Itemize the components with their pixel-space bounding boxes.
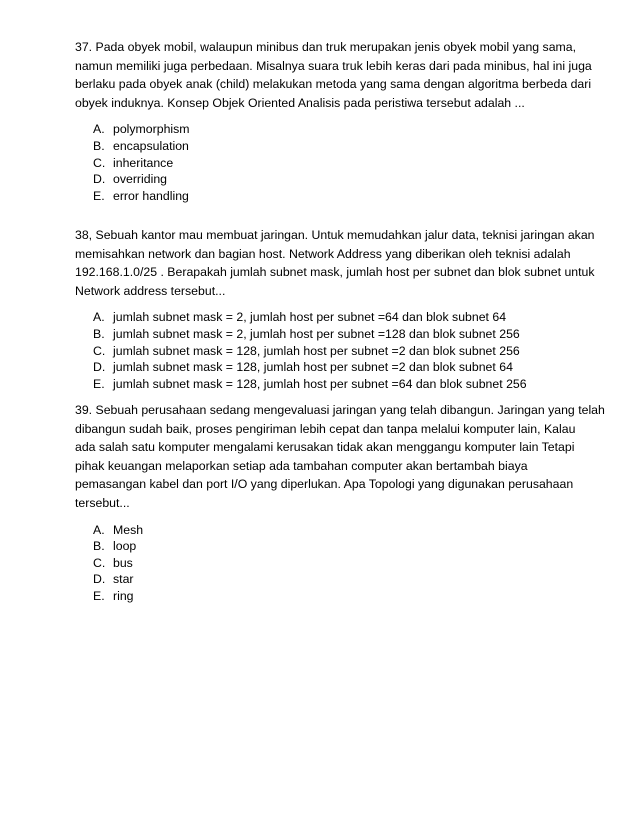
answer-options [75,121,575,204]
option-letter: A. [93,122,105,137]
option-text: ring [113,588,134,603]
option-b [75,326,575,343]
option-letter: D. [93,360,106,375]
question-line: dibangun sudah baik, proses pengiriman lebih cepat dan tanpa melalui komputer lain, Kalau [75,421,576,436]
question-line: memisahkan network dan bagian host. Network Address yang diberikan oleh teknisi adalah [75,246,571,261]
question-line: Network address tersebut... [75,283,226,298]
option-letter: B. [93,539,105,554]
option-letter: E. [93,588,105,603]
option-letter: D. [93,172,106,187]
option-c [75,555,575,572]
option-letter: A. [93,310,105,325]
option-text: jumlah subnet mask = 128, jumlah host per subnet =64 dan blok subnet 256 [113,376,527,391]
option-a [75,121,575,138]
option-letter: C. [93,555,106,570]
question-line: ada salah satu komputer mengalami kerusakan tidak akan menggangu komputer lain Tetapi [75,440,575,455]
question-line: pihak keuangan melaporkan setiap ada tambahan computer akan bertambah biaya [75,458,528,473]
option-letter: C. [93,155,106,170]
option-text: jumlah subnet mask = 2, jumlah host per subnet =128 dan blok subnet 256 [113,326,520,341]
option-e [75,188,575,205]
option-c [75,343,575,360]
question-38 [75,226,595,392]
option-text: inheritance [113,155,174,170]
option-letter: E. [93,376,105,391]
option-letter: A. [93,522,105,537]
answer-options [75,522,575,605]
option-e [75,588,575,605]
question-line: tersebut... [75,495,130,510]
option-text: jumlah subnet mask = 128, jumlah host per subnet =2 dan blok subnet 64 [113,360,513,375]
question-37 [75,38,592,204]
option-b [75,538,575,555]
option-text: Mesh [113,522,144,537]
option-text: loop [113,539,137,554]
option-d [75,571,575,588]
question-text [75,401,605,513]
option-text: jumlah subnet mask = 2, jumlah host per subnet =64 dan blok subnet 64 [113,310,507,325]
question-line: namun memiliki juga perbedaan. Misalnya suara truk lebih keras dari pada minibus, hal ini juga [75,58,592,73]
option-c [75,155,575,172]
question-line: 39. Sebuah perusahaan sedang mengevaluasi jaringan yang telah dibangun. Jaringan yang telah [75,403,605,417]
option-text: star [113,572,134,587]
question-line: obyek induknya. Konsep Objek Oriented Analisis pada peristiwa tersebut adalah ... [75,95,525,110]
option-text: error handling [113,188,189,203]
option-text: polymorphism [113,122,190,137]
option-a [75,522,575,539]
option-e [75,376,575,393]
question-39 [75,401,605,605]
option-letter: B. [93,138,105,153]
option-letter: E. [93,188,105,203]
option-b [75,138,575,155]
question-text [75,38,592,112]
option-letter: B. [93,326,105,341]
question-text [75,226,595,300]
question-line: 37. Pada obyek mobil, walaupun minibus dan truk merupakan jenis obyek mobil yang sama, [75,40,577,54]
option-text: jumlah subnet mask = 128, jumlah host per subnet =2 dan blok subnet 256 [113,343,520,358]
option-text: bus [113,555,133,570]
question-line: 38, Sebuah kantor mau membuat jaringan. Untuk memudahkan jalur data, teknisi jaringan akan [75,228,595,242]
option-text: encapsulation [113,138,189,153]
option-letter: C. [93,343,106,358]
option-text: overriding [113,172,167,187]
question-line: 192.168.1.0/25 . Berapakah jumlah subnet mask, jumlah host per subnet dan blok subnet untuk [75,265,595,280]
question-line: berlaku pada obyek anak (child) melakukan metoda yang sama dengan algoritma berbeda dari [75,77,592,92]
option-letter: D. [93,572,106,587]
option-a [75,309,575,326]
question-line: pemasangan kabel dan port I/O yang diperlukan. Apa Topologi yang digunakan perusahaan [75,477,574,492]
answer-options [75,309,575,392]
option-d [75,171,575,188]
option-d [75,359,575,376]
